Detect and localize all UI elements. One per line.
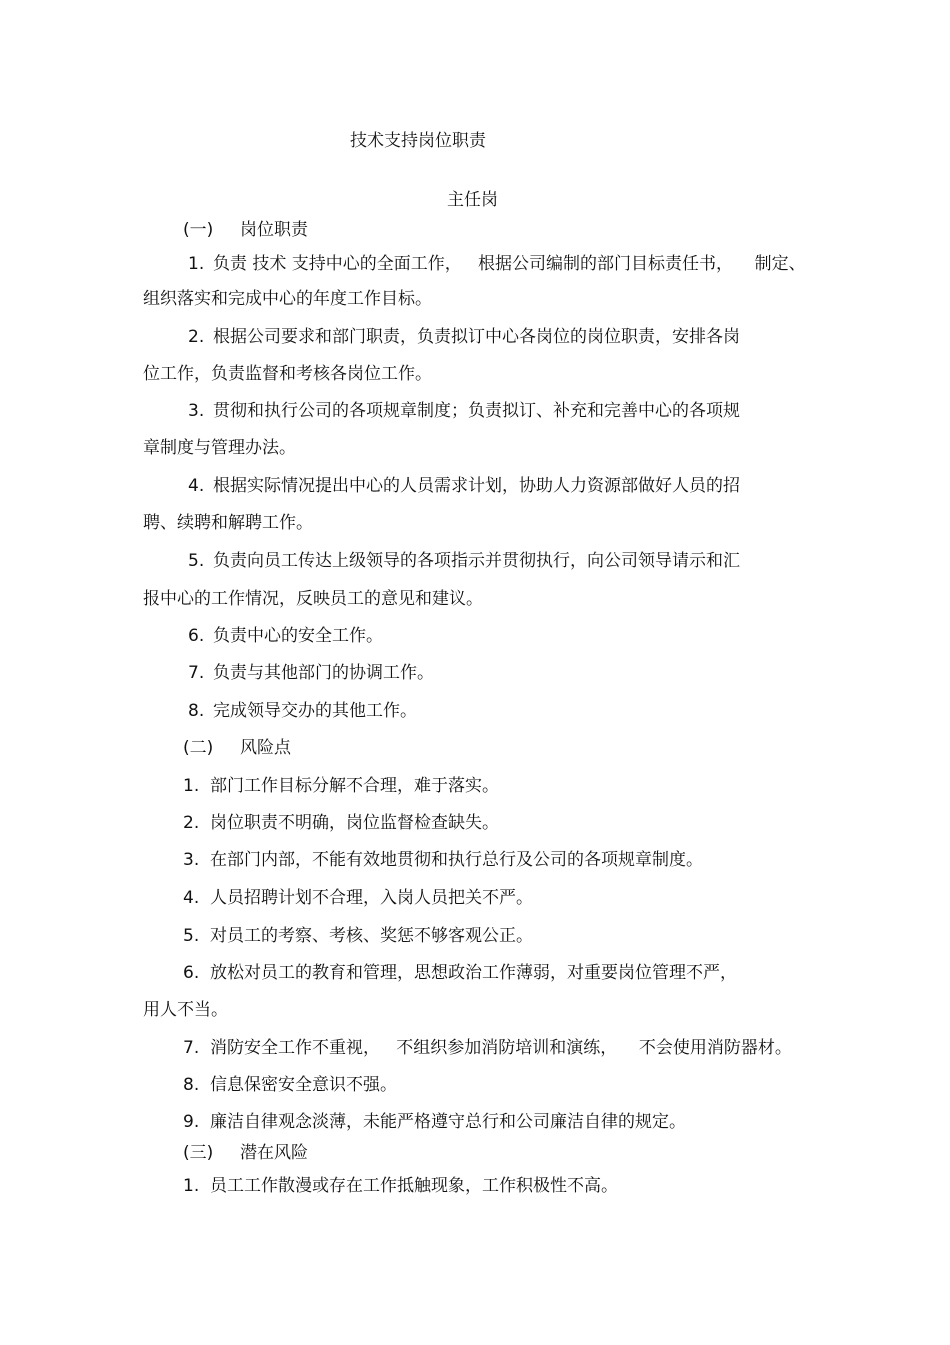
list-item-number: 7. bbox=[183, 1038, 200, 1058]
list-item-number: 8. bbox=[183, 1075, 200, 1095]
list-item-number: 5. bbox=[188, 551, 205, 571]
list-item-text: 人员招聘计划不合理，入岗人员把关不严。 bbox=[210, 888, 533, 908]
list-item-continuation: 组织落实和完成中心的年度工作目标。 bbox=[143, 289, 432, 309]
list-item-continuation: 位工作，负责监督和考核各岗位工作。 bbox=[143, 364, 432, 384]
list-item-number: 4. bbox=[188, 476, 205, 496]
list-item-text: 完成领导交办的其他工作。 bbox=[213, 701, 417, 721]
list-item-text: 廉洁自律观念淡薄，未能严格遵守总行和公司廉洁自律的规定。 bbox=[210, 1112, 686, 1132]
list-item-text: 放松对员工的教育和管理，思想政治工作薄弱，对重要岗位管理不严， bbox=[210, 963, 737, 983]
list-item-number: 5. bbox=[183, 926, 200, 946]
list-item-text: 根据实际情况提出中心的人员需求计划，协助人力资源部做好人员的招 bbox=[213, 476, 740, 496]
list-item-number: 3. bbox=[183, 850, 200, 870]
list-item-text: 信息保密安全意识不强。 bbox=[210, 1075, 397, 1095]
list-item-number: 3. bbox=[188, 401, 205, 421]
list-item-text: 负责 技术 支持中心的全面工作， 根据公司编制的部门目标责任书， 制定、 bbox=[213, 254, 806, 274]
section-number: (三) bbox=[183, 1143, 214, 1163]
list-item-number: 1. bbox=[183, 776, 200, 796]
list-item-continuation: 章制度与管理办法。 bbox=[143, 438, 296, 458]
list-item-continuation: 用人不当。 bbox=[143, 1000, 228, 1020]
list-item-number: 1. bbox=[183, 1176, 200, 1196]
document-title: 技术支持岗位职责 bbox=[350, 131, 486, 151]
list-item-number: 9. bbox=[183, 1112, 200, 1132]
list-item-text: 员工工作散漫或存在工作抵触现象，工作积极性不高。 bbox=[210, 1176, 618, 1196]
position-subtitle: 主任岗 bbox=[447, 190, 498, 210]
list-item-continuation: 聘、续聘和解聘工作。 bbox=[143, 513, 313, 533]
list-item-text: 岗位职责不明确，岗位监督检查缺失。 bbox=[210, 813, 499, 833]
section-heading: 岗位职责 bbox=[240, 220, 308, 240]
list-item-text: 对员工的考察、考核、奖惩不够客观公正。 bbox=[210, 926, 533, 946]
list-item-text: 负责中心的安全工作。 bbox=[213, 626, 383, 646]
list-item-number: 2. bbox=[183, 813, 200, 833]
list-item-number: 6. bbox=[183, 963, 200, 983]
list-item-continuation: 报中心的工作情况，反映员工的意见和建议。 bbox=[143, 589, 483, 609]
list-item-number: 1. bbox=[188, 254, 205, 274]
list-item-text: 部门工作目标分解不合理，难于落实。 bbox=[210, 776, 499, 796]
section-number: (一) bbox=[183, 220, 214, 240]
list-item-text: 在部门内部，不能有效地贯彻和执行总行及公司的各项规章制度。 bbox=[210, 850, 703, 870]
section-number: (二) bbox=[183, 738, 214, 758]
section-heading: 潜在风险 bbox=[240, 1143, 308, 1163]
list-item-text: 消防安全工作不重视， 不组织参加消防培训和演练， 不会使用消防器材。 bbox=[210, 1038, 792, 1058]
list-item-text: 负责与其他部门的协调工作。 bbox=[213, 663, 434, 683]
list-item-text: 根据公司要求和部门职责，负责拟订中心各岗位的岗位职责，安排各岗 bbox=[213, 327, 740, 347]
list-item-number: 8. bbox=[188, 701, 205, 721]
list-item-number: 2. bbox=[188, 327, 205, 347]
section-heading: 风险点 bbox=[240, 738, 291, 758]
list-item-number: 7. bbox=[188, 663, 205, 683]
list-item-number: 6. bbox=[188, 626, 205, 646]
list-item-number: 4. bbox=[183, 888, 200, 908]
list-item-text: 负责向员工传达上级领导的各项指示并贯彻执行，向公司领导请示和汇 bbox=[213, 551, 740, 571]
list-item-text: 贯彻和执行公司的各项规章制度；负责拟订、补充和完善中心的各项规 bbox=[213, 401, 740, 421]
